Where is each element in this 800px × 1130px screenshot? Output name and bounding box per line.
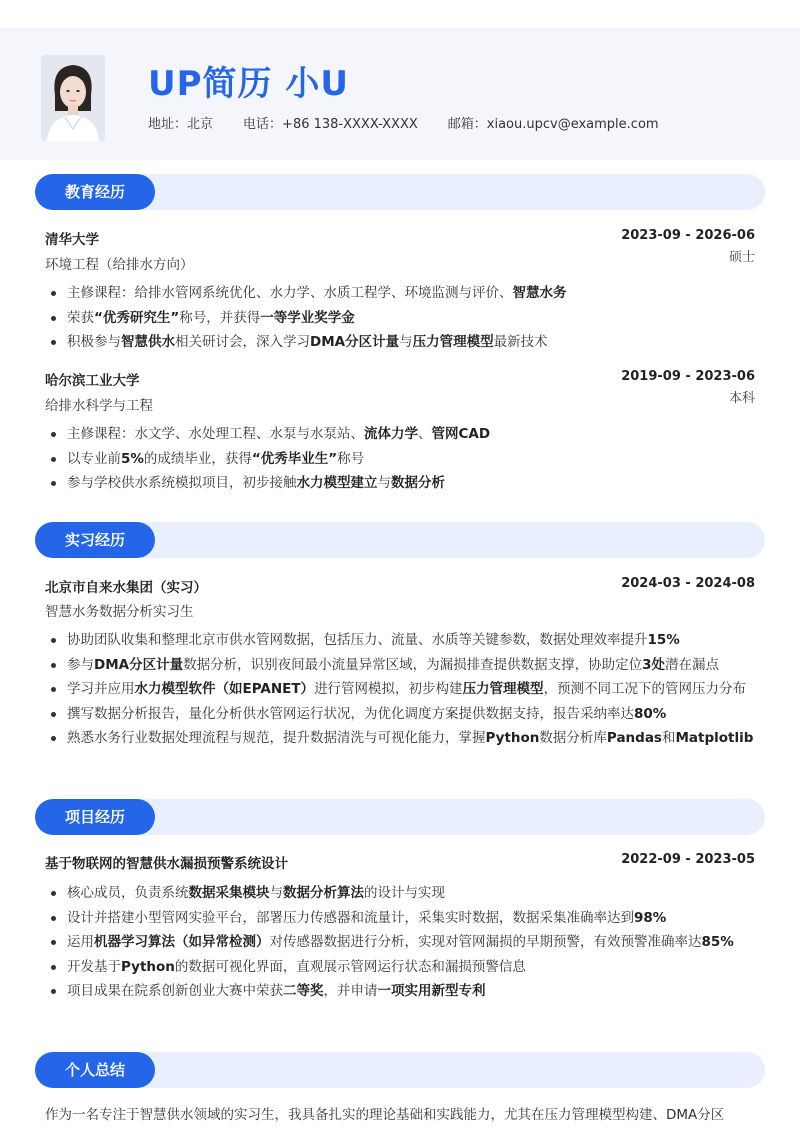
job-role: 智慧水务数据分析实习生 [45, 604, 194, 620]
candidate-name: UP简历 小U [148, 64, 349, 104]
avatar [41, 55, 105, 141]
education-1-bullets [45, 281, 755, 355]
contact-info [148, 113, 659, 132]
bullet-item: 设计并搭建小型管网实验平台，部署压力传感器和流量计，采集实时数据，数据采集准确率达到98% [45, 906, 755, 931]
education-2-bullets [45, 422, 755, 496]
bullet-item: 主修课程：水文学、水处理工程、水泵与水泵站、流体力学、管网CAD [45, 422, 755, 447]
project-title: 基于物联网的智慧供水漏损预警系统设计 [45, 856, 288, 872]
section-title-project: 项目经历 [35, 799, 155, 835]
resume-header [0, 28, 800, 160]
internship-bullets [45, 628, 755, 751]
internship-header [45, 576, 755, 596]
section-title-summary: 个人总结 [35, 1052, 155, 1088]
education-date: 2019-09 - 2023-06 [621, 369, 755, 384]
bullet-item: 撰写数据分析报告，量化分析供水管网运行状况，为优化调度方案提供数据支持，报告采纳率达80% [45, 702, 755, 727]
top-margin [0, 0, 800, 28]
school-name: 清华大学 [45, 232, 99, 248]
section-header-project [35, 799, 765, 835]
section-header-internship [35, 522, 765, 558]
project-date: 2022-09 - 2023-05 [621, 852, 755, 867]
bullet-item: 项目成果在院系创新创业大赛中荣获二等奖，并申请一项实用新型专利 [45, 979, 755, 1004]
degree: 本科 [728, 391, 755, 406]
email-label: 邮箱： [447, 117, 487, 132]
portrait-photo [41, 55, 105, 141]
email-value: xiaou.upcv@example.com [486, 117, 659, 132]
bullet-item: 以专业前5%的成绩毕业，获得“优秀毕业生”称号 [45, 447, 755, 472]
bullet-item: 熟悉水务行业数据处理流程与规范，提升数据清洗与可视化能力，掌握Python数据分析库Pandas和Matplotlib [45, 726, 755, 751]
bullet-item: 学习并应用水力模型软件（如EPANET）进行管网模拟，初步构建压力管理模型，预测不同工况下的管网压力分布 [45, 677, 755, 702]
section-header-summary [35, 1052, 765, 1088]
major: 给排水科学与工程 [45, 398, 153, 414]
address-value: 北京 [187, 117, 214, 132]
company-name: 北京市自来水集团（实习） [45, 580, 207, 596]
bullet-item: 主修课程：给排水管网系统优化、水力学、水质工程学、环境监测与评价、智慧水务 [45, 281, 755, 306]
address-label: 地址： [148, 117, 188, 132]
internship-date: 2024-03 - 2024-08 [621, 576, 755, 591]
summary-text: 作为一名专注于智慧供水领域的实习生，我具备扎实的理论基础和实践能力，尤其在压力管理模型构建、DMA分区 [45, 1107, 725, 1123]
education-date: 2023-09 - 2026-06 [621, 228, 755, 243]
section-header-education [35, 174, 765, 210]
bullet-item: 荣获“优秀研究生”称号，并获得一等学业奖学金 [45, 306, 755, 331]
school-name: 哈尔滨工业大学 [45, 373, 140, 389]
education-entry-2-header [45, 369, 755, 389]
bullet-item: 协助团队收集和整理北京市供水管网数据，包括压力、流量、水质等关键参数，数据处理效率提升15% [45, 628, 755, 653]
bullet-item: 参与学校供水系统模拟项目，初步接触水力模型建立与数据分析 [45, 471, 755, 496]
bullet-item: 开发基于Python的数据可视化界面，直观展示管网运行状态和漏损预警信息 [45, 955, 755, 980]
major: 环境工程（给排水方向） [45, 257, 194, 273]
project-bullets [45, 881, 755, 1004]
section-title-education: 教育经历 [35, 174, 155, 210]
project-header [45, 852, 755, 872]
bullet-item: 积极参与智慧供水相关研讨会，深入学习DMA分区计量与压力管理模型最新技术 [45, 330, 755, 355]
bullet-item: 运用机器学习算法（如异常检测）对传感器数据进行分析，实现对管网漏损的早期预警，有效预警准确率达85% [45, 930, 755, 955]
section-title-internship: 实习经历 [35, 522, 155, 558]
phone-value: +86 138-XXXX-XXXX [282, 117, 418, 132]
degree: 硕士 [728, 250, 755, 265]
phone-label: 电话： [243, 117, 283, 132]
bullet-item: 参与DMA分区计量数据分析，识别夜间最小流量异常区域，为漏损排查提供数据支撑，协助定位3处潜在漏点 [45, 653, 755, 678]
bullet-item: 核心成员，负责系统数据采集模块与数据分析算法的设计与实现 [45, 881, 755, 906]
education-entry-1-header [45, 228, 755, 248]
